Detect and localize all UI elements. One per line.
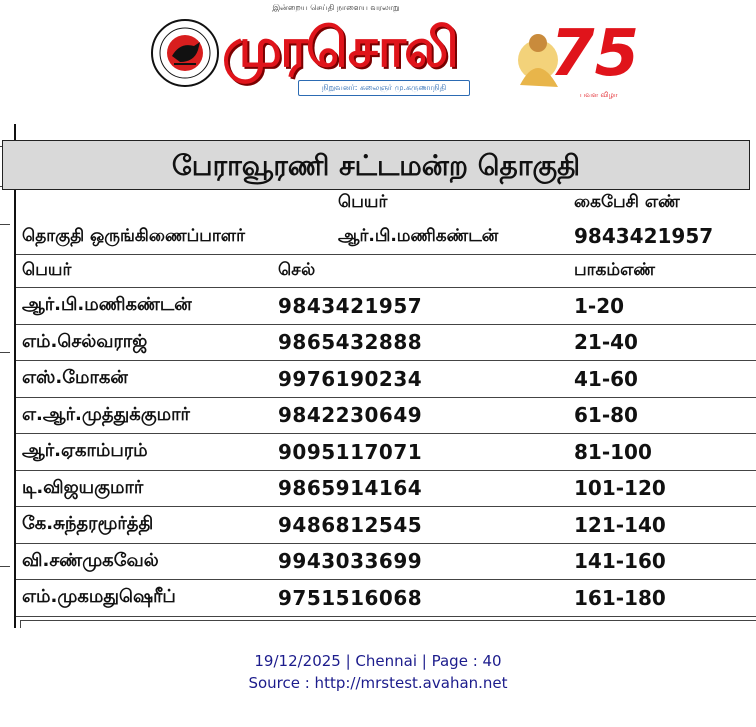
table-row [16,325,756,362]
margin-tick [0,566,10,567]
coordinator-role: தொகுதி ஒருங்கிணைப்பாளர் [22,226,245,246]
table-row [16,507,756,544]
part-range: 161-180 [574,585,666,610]
margin-tick [0,224,10,225]
anniversary-75-logo [500,5,640,105]
person-name: ஆர்.பி.மணிகண்டன் [22,294,192,316]
cell-number: 9486812545 [278,512,423,537]
header-cell: செல் [278,260,316,280]
person-name: வி.சண்முகவேல் [22,549,159,571]
person-name: எஸ்.மோகன் [22,367,128,389]
article-clipping [0,116,756,628]
table-row [16,580,756,617]
masthead [0,0,756,112]
cell-number: 9865432888 [278,330,423,355]
part-range: 141-160 [574,549,666,574]
cell-number: 9095117071 [278,439,423,464]
table-row [16,398,756,435]
person-name: டி.விஜயகுமார் [22,476,144,498]
coordinator-phone: 9843421957 [574,224,714,248]
table-row [16,544,756,581]
person-name: கே.சுந்தரமூர்த்தி [22,513,154,535]
table-row [16,434,756,471]
source-url: Source : http://mrstest.avahan.net [248,674,508,692]
coordinator-phone-header: கைபேசி எண் [574,192,680,212]
tagline: இன்றைய செய்தி நாளைய வரலாறு [272,3,400,12]
part-range: 21-40 [574,330,638,355]
part-range: 1-20 [574,293,625,318]
anniversary-number: 75 [550,17,640,91]
table-row [16,288,756,325]
person-name: எ.ஆர்.முத்துக்குமார் [22,403,190,425]
date-city-page: 19/12/2025 | Chennai | Page : 40 [254,652,502,670]
cell-number: 9843421957 [278,293,423,318]
part-range: 101-120 [574,476,666,501]
person-name: எம்.முகமதுஷெரீப் [22,586,176,608]
founder-line: நிறுவனர்: கலைஞர் மு.கருணாநிதி [298,80,470,96]
header-name: பெயர் [22,260,72,280]
article-title: பேராவூரணி சட்டமன்ற தொகுதி [2,140,750,190]
cell-number: 9976190234 [278,366,423,391]
party-emblem-icon [150,18,220,88]
margin-tick [0,352,10,353]
cell-number: 9842230649 [278,403,423,428]
source-footer [0,650,756,694]
coordinator-name-header: பெயர் [338,192,388,212]
cell-number: 9865914164 [278,476,423,501]
anniversary-caption: பவள விழா [580,91,618,99]
table-row [16,361,756,398]
coordinator-block [16,192,756,255]
newspaper-logo: முரசொலி [222,16,457,79]
header-part: பாகம்எண் [574,260,655,280]
part-range: 121-140 [574,512,666,537]
cell-number: 9943033699 [278,549,423,574]
person-name: ஆர்.ஏகாம்பரம் [22,440,148,462]
cell-number: 9751516068 [278,585,423,610]
part-range: 61-80 [574,403,638,428]
part-range: 41-60 [574,366,638,391]
table-row [16,471,756,508]
incharge-table [16,255,756,617]
part-range: 81-100 [574,439,652,464]
table-header-row [16,255,756,288]
person-name: எம்.செல்வராஜ் [22,330,148,352]
bottom-rule [20,620,756,628]
coordinator-name: ஆர்.பி.மணிகண்டன் [338,226,499,246]
